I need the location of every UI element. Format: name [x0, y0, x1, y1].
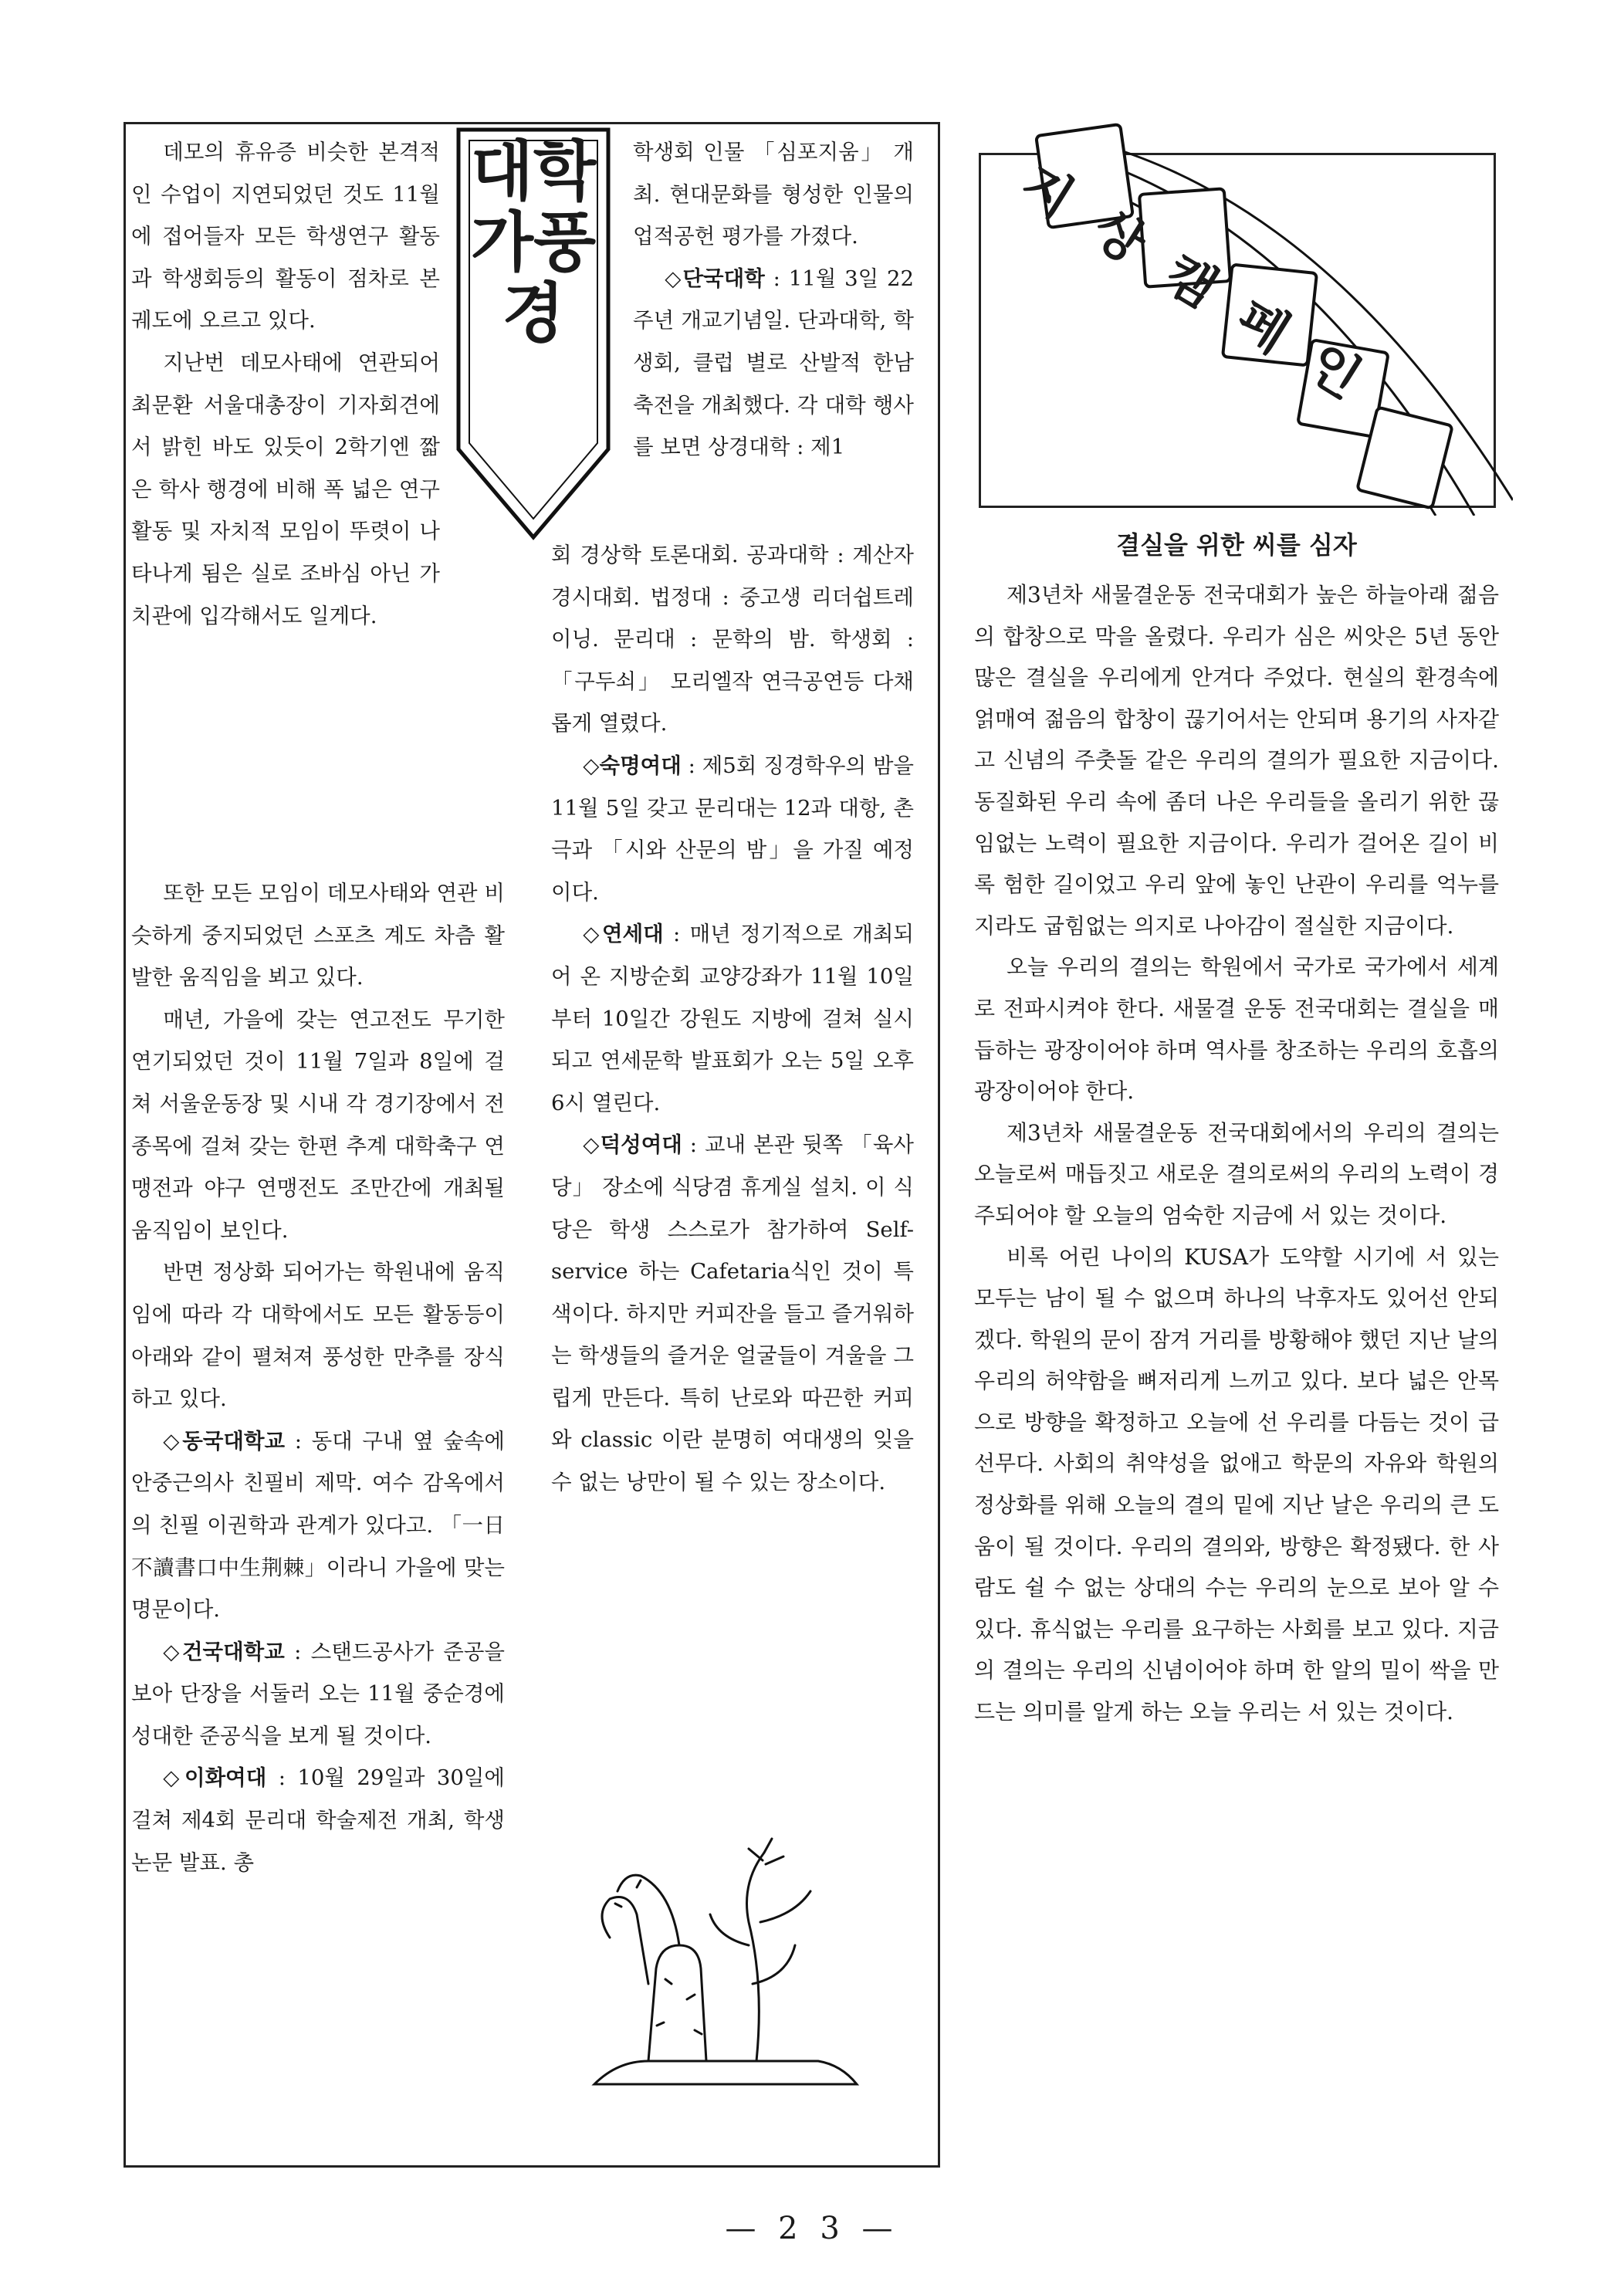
school-name: ◇건국대학교 [163, 1639, 285, 1664]
column-right [974, 574, 1499, 1733]
list-item [131, 1420, 505, 1631]
campaign-title: 지상캠페인 [1010, 153, 1402, 428]
column-middle [551, 534, 914, 1504]
list-item [633, 258, 914, 469]
item-text: : 제5회 징경학우의 밤을 11월 5일 갖고 문리대는 12과 대항, 촌극과 「시와 산문의 밤」을 가질 예정이다. [551, 753, 914, 905]
school-name: ◇단국대학 [665, 266, 765, 291]
column-middle-top [633, 131, 914, 469]
paragraph: 매년, 가을에 갖는 연고전도 무기한 연기되었던 것이 11월 7일과 8일에 걸쳐 서울운동장 및 시내 각 경기장에서 전 종목에 걸쳐 갖는 한편 추계 대학축구 연맹전과 야구 연맹전도 조만간에 개최될 움직임이 보인다. [131, 1007, 505, 1243]
column-left [131, 131, 505, 637]
paragraph: 제3년차 새물결운동 전국대회가 높은 하늘아래 젊음의 합창으로 막을 올렸다. 우리가 심은 씨앗은 5년 동안 많은 결실을 우리에게 안겨다 주었다. 현실의 환경속에 얽매여 젊음의 합창이 끊기어서는 안되며 용기의 사자같고 신념의 주춧돌 같은 우리의 결의가 필요한 지금이다. 동질화된 우리 속에 좀더 나은 우리들을 올리기 위한 끊임없는 노력이 필요한 지금이다. 우리가 걸어온 길이 비록 험한 길이었고 우리 앞에 놓인 난관이 우리를 억누를지라도 굽힘없는 의지로 나아감이 절실한 지금이다. [974, 582, 1499, 939]
school-name: ◇숙명여대 [583, 753, 682, 778]
paragraph: 오늘 우리의 결의는 학원에서 국가로 국가에서 세계로 전파시켜야 한다. 새물결 운동 전국대회는 결실을 매듭하는 광장이어야 하며 역사를 창조하는 우리의 호흡의 광장이어야 한다. [974, 954, 1499, 1105]
school-name: ◇동국대학교 [163, 1428, 286, 1454]
article-headline: 결실을 위한 씨를 심자 [1116, 530, 1357, 560]
paragraph: 또한 모든 모임이 데모사태와 연관 비슷하게 중지되었던 스포츠 계도 차츰 활발한 움직임을 뵈고 있다. [131, 881, 505, 990]
school-name: ◇연세대 [583, 922, 664, 947]
paragraph: 비록 어린 나이의 KUSA가 도약할 시기에 서 있는 모두는 남이 될 수 없으며 하나의 낙후자도 있어선 안되겠다. 학원의 문이 잠겨 거리를 방황해야 했던 지난 날의 우리의 허약함을 뼈저리게 느끼고 있다. 보다 넓은 안목으로 방향을 확정하고 오늘에 선 우리를 다듬는 것이 급선무다. 사회의 취약성을 없애고 학문의 자유와 학원의 정상화를 위해 오늘의 결의 밑에 지난 날은 우리의 큰 도움이 될 것이다. 우리의 결의와, 방향은 확정됐다. 한 사람도 쉴 수 없는 상대의 수는 우리의 눈으로 보아 알 수 있다. 휴식없는 우리를 요구하는 사회를 보고 있다. 지금의 결의는 우리의 신념이어야 하며 한 알의 밀이 싹을 만드는 의미를 알게 하는 오늘 우리는 서 있는 것이다. [974, 1244, 1499, 1725]
cactus-illustration [563, 1829, 888, 2107]
column-left-lower [131, 872, 505, 1884]
item-text: : 매년 정기적으로 개최되어 온 지방순회 교양강좌가 11월 10일부터 10일간 강원도 지방에 걸쳐 실시되고 연세문학 발표회가 오는 5일 오후 6시 열린다. [551, 922, 914, 1115]
page-number: — 2 3 — [725, 2211, 899, 2246]
item-text: : 교내 본관 뒷쪽 「육사당」 장소에 식당겸 휴게실 설치. 이 식당은 학생 스스로가 참가하여 Self-service 하는 Cafetaria식인 것이 특색이다. 하지만 커피잔을 들고 즐거워하는 학생들의 즐거운 얼굴들이 겨울을 그립게 만든다. 특히 난로와 따끈한 커피와 classic 이란 분명히 여대생의 잊을 수 없는 낭만이 될 수 있는 장소이다. [551, 1132, 914, 1495]
paragraph: 제3년차 새물결운동 전국대회에서의 우리의 결의는 오늘로써 매듭짓고 새로운 결의로써의 우리의 노력이 경주되어야 할 오늘의 엄숙한 지금에 서 있는 것이다. [974, 1119, 1499, 1228]
list-item [131, 1757, 505, 1884]
list-item [551, 913, 914, 1124]
paragraph: 데모의 휴유증 비슷한 본격적인 수업이 지연되었던 것도 11월에 접어들자 모든 학생연구 활동과 학생회등의 활동이 점차로 본 궤도에 오르고 있다. [131, 140, 440, 333]
school-name: ◇이화여대 [163, 1765, 267, 1791]
item-text: : 11월 3일 22주년 개교기념일. 단과대학, 학생회, 클럽 별로 산발적 한남 축전을 개최했다. 각 대학 행사를 보면 상경대학 : 제1 [633, 266, 914, 460]
paragraph: 반면 정상화 되어가는 학원내에 움직임에 따라 각 대학에서도 모든 활동등이 아래와 같이 펼쳐져 풍성한 만추를 장식하고 있다. [131, 1260, 505, 1412]
school-name: ◇덕성여대 [583, 1132, 682, 1158]
item-text: : 동대 구내 옆 숲속에 안중근의사 친필비 제막. 여수 감옥에서의 친필 이권학과 관계가 있다고. 「一日不讀書口中生荆棘」이라니 가을에 맞는 명문이다. [131, 1428, 505, 1623]
list-item [551, 1124, 914, 1503]
paragraph: 학생회 인물 「심포지움」 개최. 현대문화를 형성한 인물의 업적공헌 평가를 가졌다. [633, 140, 914, 249]
list-item [551, 745, 914, 913]
list-item [131, 1631, 505, 1758]
item-text: : 10월 29일과 30일에 걸쳐 제4회 문리대 학술제전 개최, 학생논문 발표. 총 [131, 1765, 505, 1875]
section-title: 대학가풍경 [470, 134, 597, 351]
item-text: : 스탠드공사가 준공을 보아 단장을 서둘러 오는 11월 중순경에 성대한 준공식을 보게 될 것이다. [131, 1639, 505, 1748]
paragraph: 지난번 데모사태에 연관되어 최문환 서울대총장이 기자회견에서 밝힌 바도 있듯이 2학기엔 짧은 학사 행경에 비해 폭 넓은 연구활동 및 자치적 모임이 뚜렷이 나타나게 됨은 실로 조바심 아닌 가치관에 입각해서도 일게다. [131, 350, 440, 628]
paragraph: 회 경상학 토론대회. 공과대학 : 계산자 경시대회. 법정대 : 중고생 리더쉽트레이닝. 문리대 : 문학의 밤. 학생회 : 「구두쇠」 모리엘작 연극공연등 다채롭게 열렸다. [551, 543, 914, 736]
